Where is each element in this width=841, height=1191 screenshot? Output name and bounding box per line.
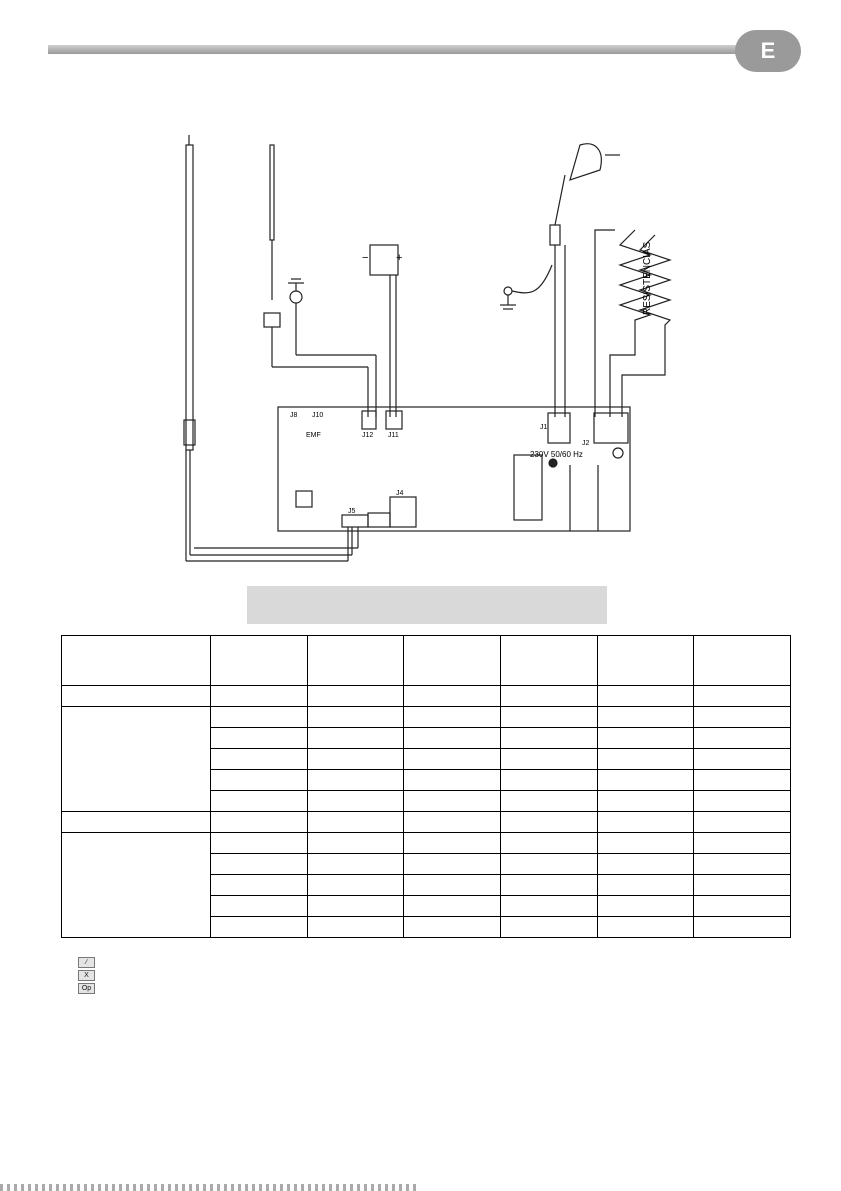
table-cell xyxy=(307,812,404,833)
table-cell xyxy=(597,896,694,917)
table-cell xyxy=(404,875,501,896)
table-cell xyxy=(404,896,501,917)
table-cell xyxy=(307,749,404,770)
table-cell xyxy=(500,833,597,854)
table-cell xyxy=(500,770,597,791)
table-cell xyxy=(597,770,694,791)
legend xyxy=(78,957,95,996)
table-cell xyxy=(404,686,501,707)
mains-plug xyxy=(500,144,620,417)
table-header-cell xyxy=(404,636,501,686)
table-header-cell xyxy=(62,636,211,686)
table-header-cell xyxy=(694,636,791,686)
table-cell xyxy=(211,686,308,707)
optional-icon: Op xyxy=(78,983,95,994)
table-cell xyxy=(307,707,404,728)
table-cell xyxy=(307,791,404,812)
earth-terminal-left xyxy=(288,279,376,417)
table-cell xyxy=(694,812,791,833)
table-group-cell xyxy=(62,707,211,812)
connector-j10: J10 xyxy=(312,412,324,419)
voltage-label: 230V 50/60 Hz xyxy=(530,450,583,459)
table-cell xyxy=(500,707,597,728)
control-board xyxy=(278,407,630,531)
table-cell xyxy=(404,728,501,749)
table-cell xyxy=(694,707,791,728)
table-cell xyxy=(211,875,308,896)
table-cell xyxy=(597,833,694,854)
table-cell xyxy=(211,854,308,875)
table-header-row xyxy=(62,636,791,686)
table-cell xyxy=(307,917,404,938)
footer-print-mark xyxy=(0,1184,420,1191)
table-cell xyxy=(597,707,694,728)
table-cell xyxy=(307,875,404,896)
table-cell xyxy=(211,707,308,728)
table-cell xyxy=(694,686,791,707)
table-cell xyxy=(694,896,791,917)
table-cell xyxy=(500,728,597,749)
table-cell xyxy=(211,791,308,812)
table-cell xyxy=(500,749,597,770)
diagram-caption-box xyxy=(247,586,607,624)
table-cell xyxy=(694,875,791,896)
header-rule xyxy=(48,45,753,54)
table-cell xyxy=(307,833,404,854)
table-group-cell xyxy=(62,812,211,833)
table-cell xyxy=(307,728,404,749)
temperature-probe-short xyxy=(264,145,368,417)
wiring-diagram xyxy=(150,135,680,575)
table-header-cell xyxy=(307,636,404,686)
table-cell xyxy=(694,917,791,938)
closed-contact-icon: ∕ xyxy=(78,957,95,968)
table-cell xyxy=(404,833,501,854)
table-header-cell xyxy=(597,636,694,686)
table-cell xyxy=(500,791,597,812)
table-cell xyxy=(597,917,694,938)
table-row xyxy=(62,833,791,854)
table-cell xyxy=(307,854,404,875)
table-cell xyxy=(500,917,597,938)
table-group-cell xyxy=(62,686,211,707)
table-cell xyxy=(307,770,404,791)
table-row xyxy=(62,812,791,833)
table-cell xyxy=(404,707,501,728)
table-cell xyxy=(694,749,791,770)
table-cell xyxy=(211,812,308,833)
table-cell xyxy=(211,833,308,854)
heating-resistances xyxy=(595,230,670,417)
table-header-cell xyxy=(500,636,597,686)
table-cell xyxy=(597,812,694,833)
table-cell xyxy=(211,917,308,938)
language-tab: E xyxy=(735,30,801,72)
table-cell xyxy=(694,791,791,812)
table-cell xyxy=(694,770,791,791)
table-cell xyxy=(404,917,501,938)
table-cell xyxy=(694,728,791,749)
table-cell xyxy=(597,749,694,770)
table-cell xyxy=(404,812,501,833)
connector-j1: J1 xyxy=(540,424,548,431)
table-cell xyxy=(307,686,404,707)
table-cell xyxy=(211,749,308,770)
table-cell xyxy=(211,896,308,917)
legend-item xyxy=(78,983,95,994)
battery-plus: + xyxy=(396,252,403,264)
connector-j4: J4 xyxy=(396,490,404,497)
temperature-probe-long xyxy=(184,135,358,561)
table-row xyxy=(62,686,791,707)
battery-minus: − xyxy=(362,252,369,264)
connector-j2: J2 xyxy=(582,440,590,447)
connector-j8: J8 xyxy=(290,412,298,419)
connector-emf: EMF xyxy=(306,432,321,439)
table-cell xyxy=(211,728,308,749)
table-cell xyxy=(404,854,501,875)
table-cell xyxy=(307,896,404,917)
table-cell xyxy=(597,875,694,896)
table-cell xyxy=(500,896,597,917)
table-cell xyxy=(404,791,501,812)
table-cell xyxy=(694,854,791,875)
battery-connector xyxy=(370,245,398,417)
table-group-cell xyxy=(62,833,211,938)
table-cell xyxy=(597,728,694,749)
legend-item xyxy=(78,957,95,968)
table-cell xyxy=(597,686,694,707)
table-cell xyxy=(404,749,501,770)
connector-j12: J12 xyxy=(362,432,374,439)
connection-table xyxy=(61,635,791,938)
table-cell xyxy=(597,791,694,812)
table-cell xyxy=(211,770,308,791)
table-cell xyxy=(500,854,597,875)
table-cell xyxy=(500,875,597,896)
table-cell xyxy=(404,770,501,791)
connector-j5: J5 xyxy=(348,508,356,515)
x-icon: X xyxy=(78,970,95,981)
table-cell xyxy=(500,686,597,707)
legend-item xyxy=(78,970,95,981)
resistencias-label: RESISTENCIAS xyxy=(642,241,653,315)
table-row xyxy=(62,707,791,728)
table-header-cell xyxy=(211,636,308,686)
table-cell xyxy=(694,833,791,854)
connector-j11: J11 xyxy=(388,432,399,439)
table-cell xyxy=(500,812,597,833)
table-cell xyxy=(597,854,694,875)
